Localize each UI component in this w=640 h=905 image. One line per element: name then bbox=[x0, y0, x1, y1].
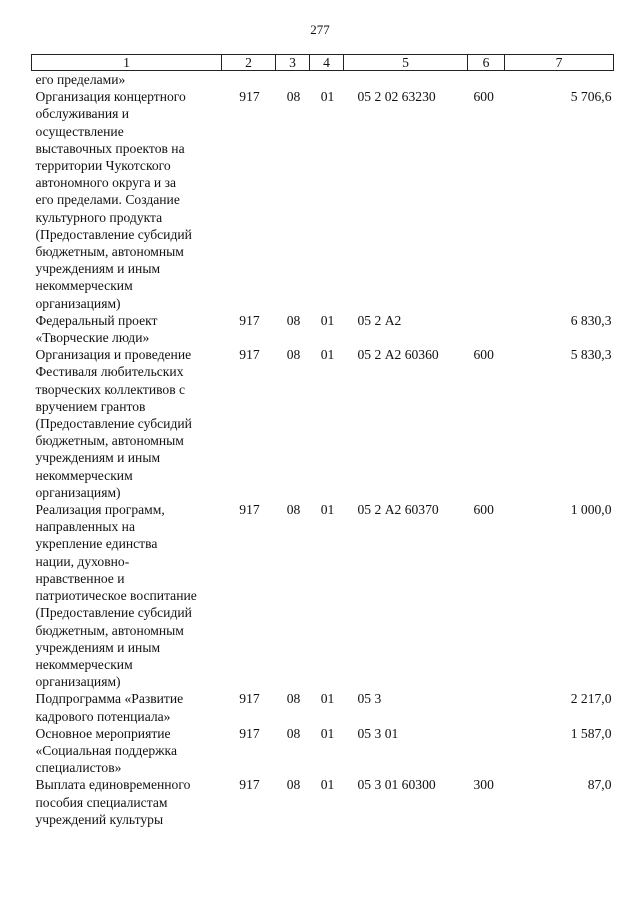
row-name-line: Подпрограмма «Развитие bbox=[35, 691, 184, 707]
row-target-article: 05 2 А2 60360 bbox=[357, 347, 439, 363]
header-col-2: 2 bbox=[222, 55, 276, 71]
row-name-line: территории Чукотского bbox=[35, 158, 171, 174]
row-amount: 6 830,3 bbox=[570, 312, 612, 328]
row-name bbox=[32, 88, 222, 312]
row-name-line: бюджетным, автономным bbox=[35, 622, 184, 638]
row-subsection: 01 bbox=[320, 777, 335, 793]
row-expense-type: 600 bbox=[473, 502, 494, 518]
row-name-line: учреждениям и иным bbox=[35, 450, 161, 466]
row-name-line: некоммерческим bbox=[35, 278, 133, 294]
header-col-4: 4 bbox=[310, 55, 344, 71]
budget-table bbox=[31, 54, 614, 828]
header-col-5: 5 bbox=[344, 55, 468, 71]
row-section: 08 bbox=[286, 312, 301, 328]
row-section: 08 bbox=[286, 777, 301, 793]
header-col-3: 3 bbox=[276, 55, 310, 71]
row-name-line: учреждений культуры bbox=[35, 811, 164, 827]
row-name-line: вручением грантов bbox=[35, 398, 146, 414]
row-section: 08 bbox=[286, 725, 301, 741]
row-amount: 1 587,0 bbox=[570, 725, 612, 741]
row-name bbox=[32, 71, 222, 89]
row-target-article: 05 3 01 60300 bbox=[357, 777, 436, 793]
row-grbs: 917 bbox=[239, 89, 260, 105]
row-grbs: 917 bbox=[239, 312, 260, 328]
table-row bbox=[32, 312, 614, 346]
row-name-line: Фестиваля любительских bbox=[35, 364, 184, 380]
row-name-line: некоммерческим bbox=[35, 467, 133, 483]
row-subsection: 01 bbox=[320, 89, 335, 105]
header-col-1: 1 bbox=[32, 55, 222, 71]
row-grbs: 917 bbox=[239, 725, 260, 741]
table-row bbox=[32, 88, 614, 312]
row-name bbox=[32, 312, 222, 346]
row-name-line: патриотическое воспитание bbox=[35, 588, 197, 604]
row-name-line: автономного округа и за bbox=[35, 175, 176, 191]
row-name-line: организациям) bbox=[35, 484, 121, 500]
table-row bbox=[32, 776, 614, 828]
row-amount: 1 000,0 bbox=[570, 502, 612, 518]
row-amount: 87,0 bbox=[587, 777, 612, 793]
row-subsection: 01 bbox=[320, 502, 335, 518]
row-name-line: учреждениям и иным bbox=[35, 261, 161, 277]
row-subsection: 01 bbox=[320, 691, 335, 707]
row-name bbox=[32, 501, 222, 690]
row-section: 08 bbox=[286, 502, 301, 518]
row-name-line: некоммерческим bbox=[35, 656, 133, 672]
row-expense-type bbox=[468, 71, 505, 89]
page-number: 277 bbox=[310, 22, 330, 37]
row-subsection: 01 bbox=[320, 312, 335, 328]
row-name-line: Организация и проведение bbox=[35, 347, 192, 363]
row-grbs: 917 bbox=[239, 502, 260, 518]
row-amount bbox=[505, 71, 614, 89]
row-grbs: 917 bbox=[239, 691, 260, 707]
row-name-line: его пределами» bbox=[35, 72, 126, 87]
row-name-line: творческих коллективов с bbox=[35, 381, 186, 397]
row-expense-type bbox=[468, 312, 505, 346]
header-row bbox=[32, 55, 614, 71]
row-name-line: пособия специалистам bbox=[35, 794, 168, 810]
row-name-line: (Предоставление субсидий bbox=[35, 226, 192, 242]
row-name bbox=[32, 776, 222, 828]
row-name-line: Реализация программ, bbox=[35, 502, 165, 518]
row-subsection: 01 bbox=[320, 725, 335, 741]
row-name-line: нравственное и bbox=[35, 570, 125, 586]
row-name-line: специалистов» bbox=[35, 760, 122, 776]
row-name-line: (Предоставление субсидий bbox=[35, 605, 192, 621]
row-name-line: «Творческие люди» bbox=[35, 330, 150, 346]
row-name-line: организациям) bbox=[35, 674, 121, 690]
row-name-line: нации, духовно- bbox=[35, 553, 130, 569]
row-name-line: Основное мероприятие bbox=[35, 725, 171, 741]
row-name-line: бюджетным, автономным bbox=[35, 433, 184, 449]
row-section: 08 bbox=[286, 691, 301, 707]
row-section: 08 bbox=[286, 347, 301, 363]
table-row bbox=[32, 346, 614, 501]
row-section: 08 bbox=[286, 89, 301, 105]
header-col-6: 6 bbox=[468, 55, 505, 71]
row-target-article bbox=[344, 71, 468, 89]
row-subsection bbox=[310, 71, 344, 89]
table-row bbox=[32, 501, 614, 690]
row-name-line: Выплата единовременного bbox=[35, 777, 191, 793]
row-name-line: укрепление единства bbox=[35, 536, 158, 552]
row-subsection: 01 bbox=[320, 347, 335, 363]
row-target-article: 05 2 А2 60370 bbox=[357, 502, 439, 518]
row-expense-type: 600 bbox=[473, 347, 494, 363]
row-target-article: 05 3 bbox=[357, 691, 382, 707]
row-grbs: 917 bbox=[239, 347, 260, 363]
table-body bbox=[32, 71, 614, 828]
row-name-line: бюджетным, автономным bbox=[35, 244, 184, 260]
row-name-line: осуществление bbox=[35, 123, 124, 139]
row-grbs bbox=[222, 71, 276, 89]
row-amount: 5 830,3 bbox=[570, 347, 612, 363]
row-name bbox=[32, 725, 222, 777]
table-header bbox=[32, 55, 614, 71]
row-expense-type bbox=[468, 725, 505, 777]
table-row bbox=[32, 725, 614, 777]
row-name bbox=[32, 690, 222, 724]
table-row bbox=[32, 71, 614, 89]
row-section bbox=[276, 71, 310, 89]
row-name-line: организациям) bbox=[35, 295, 121, 311]
row-name-line: выставочных проектов на bbox=[35, 140, 185, 156]
table-row bbox=[32, 690, 614, 724]
row-target-article: 05 2 02 63230 bbox=[357, 89, 436, 105]
row-target-article: 05 3 01 bbox=[357, 725, 399, 741]
row-grbs: 917 bbox=[239, 777, 260, 793]
row-name-line: кадрового потенциала» bbox=[35, 708, 171, 724]
header-col-7: 7 bbox=[505, 55, 614, 71]
row-name-line: «Социальная поддержка bbox=[35, 742, 177, 758]
row-expense-type: 300 bbox=[473, 777, 494, 793]
row-name-line: (Предоставление субсидий bbox=[35, 416, 192, 432]
row-target-article: 05 2 А2 bbox=[357, 312, 402, 328]
row-name bbox=[32, 346, 222, 501]
row-name-line: Организация концертного bbox=[35, 89, 186, 105]
row-amount: 2 217,0 bbox=[570, 691, 612, 707]
row-expense-type: 600 bbox=[473, 89, 494, 105]
row-amount: 5 706,6 bbox=[570, 89, 612, 105]
row-name-line: учреждениям и иным bbox=[35, 639, 161, 655]
row-name-line: культурного продукта bbox=[35, 209, 163, 225]
row-expense-type bbox=[468, 690, 505, 724]
row-name-line: обслуживания и bbox=[35, 106, 130, 122]
row-name-line: Федеральный проект bbox=[35, 312, 158, 328]
row-name-line: его пределами. Создание bbox=[35, 192, 180, 208]
row-name-line: направленных на bbox=[35, 519, 135, 535]
